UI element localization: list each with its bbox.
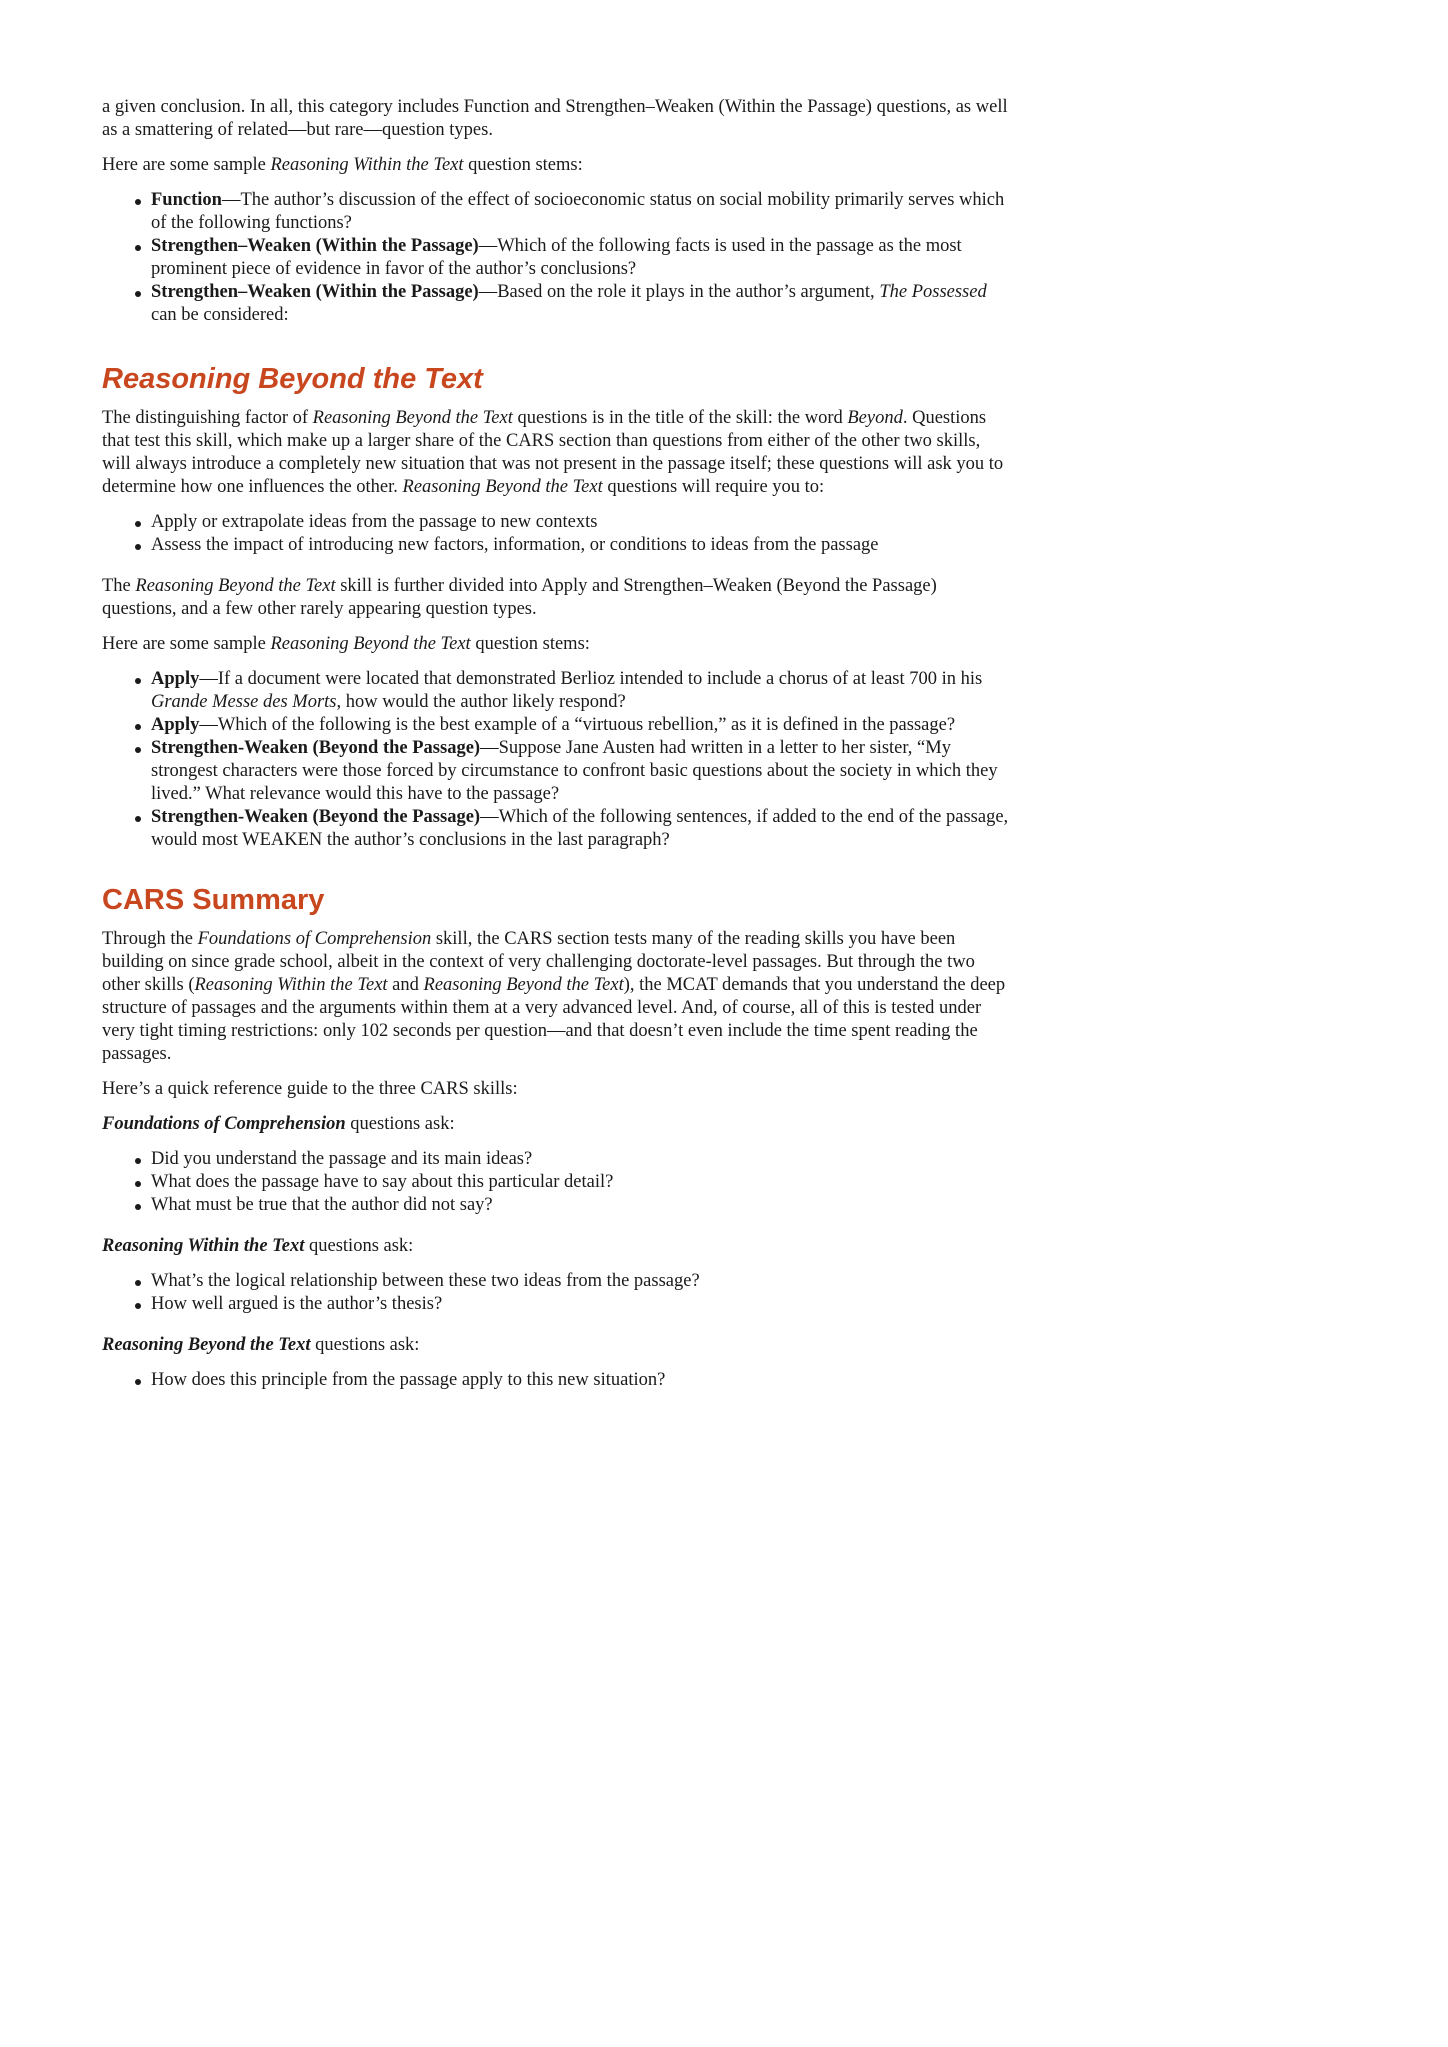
stem-label: Strengthen–Weaken (Within the Passage) <box>151 282 479 302</box>
emphasis-run: Reasoning Within the Text <box>270 155 464 175</box>
group-suffix: questions ask: <box>304 1236 414 1256</box>
stem-text: —Suppose Jane Austen had written in a letter to her sister, “My strongest characters were those forced by circumstance to confront basic questions about the society in which they lived.” What relevance would this have to the passage? <box>151 738 998 804</box>
stem-label: Apply <box>151 669 200 689</box>
group-suffix: questions ask: <box>345 1114 455 1134</box>
group-title: Foundations of Comprehension <box>102 1114 346 1134</box>
beyond-paragraph-2 <box>102 575 1012 621</box>
list-item: What’s the logical relationship between these two ideas from the passage? <box>151 1270 1012 1293</box>
text-run: The <box>102 576 136 596</box>
emphasis-run: Reasoning Beyond the Text <box>402 477 603 497</box>
list-item <box>151 281 1012 327</box>
list-item <box>151 668 1012 714</box>
emphasis-run: Reasoning Beyond the Text <box>423 975 624 995</box>
beyond-stems-list <box>102 668 1012 852</box>
summary-paragraph-2: Here’s a quick reference guide to the three CARS skills: <box>102 1079 518 1099</box>
text-run: skill is further divided into Apply and Strengthen–Weaken (Beyond the Passage) questions, and a few other rarely appearing question types. <box>102 576 937 619</box>
text-run: Here are some sample <box>102 634 271 654</box>
foundations-list <box>102 1148 1012 1217</box>
list-item: Did you understand the passage and its main ideas? <box>151 1148 1012 1171</box>
beyond-ask-list <box>102 1369 1012 1392</box>
text-run: Here are some sample <box>102 155 271 175</box>
text-run: questions is in the title of the skill: the word <box>512 408 848 428</box>
group-heading-within <box>102 1235 1012 1258</box>
text-run: questions will require you to: <box>602 477 825 497</box>
text-run: Through the <box>102 929 198 949</box>
emphasis-run: Foundations of Comprehension <box>197 929 432 949</box>
group-heading-beyond <box>102 1334 1012 1357</box>
text-run: and <box>387 975 424 995</box>
beyond-paragraph-1 <box>102 407 1012 499</box>
emphasis-run: Reasoning Beyond the Text <box>135 576 336 596</box>
stem-text: can be considered: <box>151 305 289 325</box>
emphasis-run: Reasoning Beyond the Text <box>312 408 513 428</box>
list-item <box>151 737 1012 806</box>
text-run: question stems: <box>470 634 590 654</box>
stem-label: Apply <box>151 715 200 735</box>
summary-paragraph-1 <box>102 928 1012 1066</box>
section-heading-summary: CARS Summary <box>102 884 325 916</box>
list-item: What must be true that the author did not say? <box>151 1194 1012 1217</box>
emphasis-run: Beyond <box>847 408 903 428</box>
group-title: Reasoning Within the Text <box>102 1236 305 1256</box>
within-stems-list <box>102 189 1012 327</box>
intro-paragraph <box>102 96 1012 142</box>
list-item: Apply or extrapolate ideas from the passage to new contexts <box>151 511 1012 534</box>
beyond-stems-intro <box>102 633 1012 656</box>
stem-text: —The author’s discussion of the effect of socioeconomic status on social mobility primarily serves which of the following functions? <box>151 190 1005 233</box>
group-title: Reasoning Beyond the Text <box>102 1335 311 1355</box>
emphasis-run: Reasoning Within the Text <box>194 975 388 995</box>
within-list <box>102 1270 1012 1316</box>
list-item <box>151 714 1012 737</box>
list-item <box>151 235 1012 281</box>
stem-label: Strengthen-Weaken (Beyond the Passage) <box>151 738 481 758</box>
stem-label: Function <box>151 190 222 210</box>
stem-text: —Which of the following is the best example of a “virtuous rebellion,” as it is defined in the passage? <box>199 715 956 735</box>
stem-text: —If a document were located that demonstrated Berlioz intended to include a chorus of at least 700 in his <box>199 669 983 689</box>
stem-label: Strengthen–Weaken (Within the Passage) <box>151 236 479 256</box>
text-run: skill, the CARS section tests many of the reading skills you have been building on since grade school, albeit in the context of very challenging doctorate-level passages. But through the two other skills ( <box>102 929 975 995</box>
list-item <box>151 189 1012 235</box>
text-run: . Questions that test this skill, which make up a larger share of the CARS section than questions from either of the other two skills, will always introduce a completely new situation that was not present in the passage itself; these questions will ask you to determine how one influences the other. <box>102 408 1004 497</box>
list-item <box>151 806 1012 852</box>
stem-text: —Which of the following sentences, if added to the end of the passage, would most WEAKEN the author’s conclusions in the last paragraph? <box>151 807 1009 850</box>
stem-text: —Which of the following facts is used in the passage as the most prominent piece of evidence in favor of the author’s conclusions? <box>151 236 962 279</box>
within-stems-intro <box>102 154 1012 177</box>
stem-emphasis: Grande Messe des Morts <box>151 692 337 712</box>
group-suffix: questions ask: <box>310 1335 420 1355</box>
text-run: The distinguishing factor of <box>102 408 313 428</box>
list-item: Assess the impact of introducing new factors, information, or conditions to ideas from the passage <box>151 534 1012 557</box>
intro-text: a given conclusion. In all, this category includes Function and Strengthen–Weaken (Within the Passage) questions, as well as a smattering of related—but rare—question types. <box>102 97 1008 140</box>
list-item: What does the passage have to say about this particular detail? <box>151 1171 1012 1194</box>
text-run: ), the MCAT demands that you understand the deep structure of passages and the arguments within them at a very advanced level. And, of course, all of this is tested under very tight timing restrictions: only 102 seconds per question—and that doesn’t even include the time spent reading the passages. <box>102 975 1006 1064</box>
text-run: question stems: <box>463 155 583 175</box>
beyond-requires-list <box>102 511 1012 557</box>
emphasis-run: Reasoning Beyond the Text <box>270 634 471 654</box>
section-heading-beyond: Reasoning Beyond the Text <box>102 363 483 395</box>
list-item: How well argued is the author’s thesis? <box>151 1293 1012 1316</box>
group-heading-foundations <box>102 1113 1012 1136</box>
stem-text: , how would the author likely respond? <box>336 692 626 712</box>
list-item: How does this principle from the passage apply to this new situation? <box>151 1369 1012 1392</box>
stem-text: —Based on the role it plays in the author’s argument, <box>478 282 880 302</box>
stem-label: Strengthen-Weaken (Beyond the Passage) <box>151 807 481 827</box>
stem-emphasis: The Possessed <box>879 282 987 302</box>
document-page <box>102 96 1012 1392</box>
